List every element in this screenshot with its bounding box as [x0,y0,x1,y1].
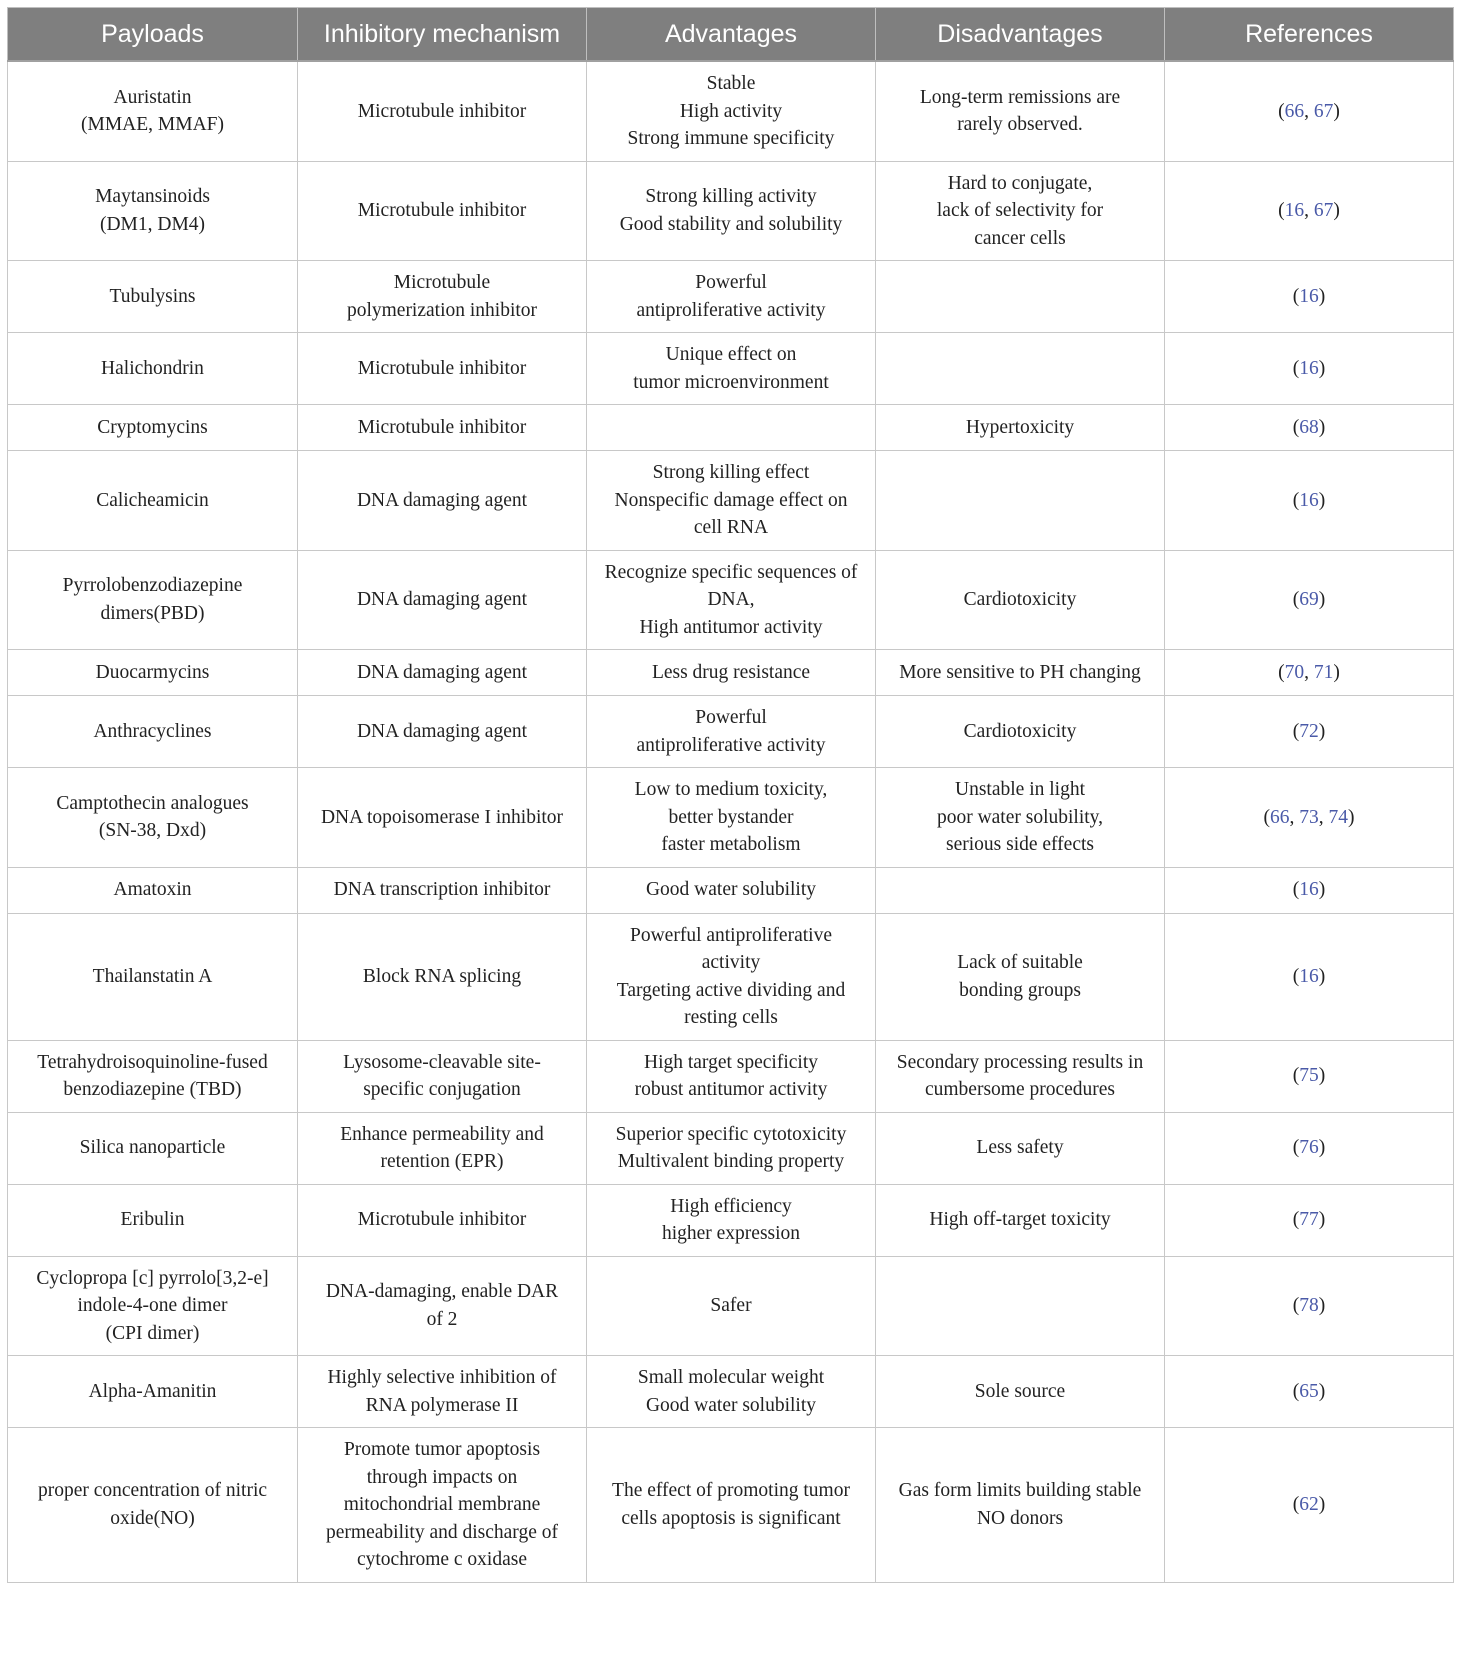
reference-link[interactable]: 66 [1284,100,1305,122]
mechanism-cell: Promote tumor apoptosis through impacts on mitochondrial membrane permeability and discharge of cytochrome c oxidase [298,1428,587,1583]
reference-link[interactable]: 77 [1299,1209,1319,1231]
advantages-cell: Recognize specific sequences of DNA, High antitumor activity [587,550,876,650]
advantages-cell: Low to medium toxicity, better bystander faster metabolism [587,768,876,868]
table-row [8,1112,1454,1184]
payload-cell: Pyrrolobenzodiazepine dimers(PBD) [8,550,298,650]
reference-link[interactable]: 16 [1284,200,1305,221]
advantages-cell: Unique effect on tumor microenvironment [587,333,876,405]
references-cell: (66, 67) [1165,61,1454,161]
disadvantages-cell [876,867,1165,913]
mechanism-cell: Microtubule inhibitor [298,405,587,451]
reference-link[interactable]: 75 [1299,1065,1319,1087]
references-cell: (78) [1165,1256,1454,1356]
payload-cell: proper concentration of nitric oxide(NO) [8,1428,298,1583]
disadvantages-cell: Hard to conjugate, lack of selectivity for cancer cells [876,161,1165,261]
disadvantages-cell [876,451,1165,551]
references-cell: (16) [1165,913,1454,1040]
mechanism-cell: Block RNA splicing [298,913,587,1040]
reference-link[interactable]: 16 [1299,965,1319,987]
mechanism-cell: DNA damaging agent [298,451,587,551]
table-row [8,451,1454,551]
disadvantages-cell: Long-term remissions are rarely observed. [876,61,1165,161]
table-row [8,768,1454,868]
disadvantages-cell: Unstable in light poor water solubility, serious side effects [876,768,1165,868]
disadvantages-cell: Secondary processing results in cumbersome procedures [876,1040,1165,1112]
payload-cell: Maytansinoids (DM1, DM4) [8,161,298,261]
reference-link[interactable]: 16 [1299,489,1319,511]
header-disadvantages: Disadvantages [876,8,1165,62]
advantages-cell: Strong killing activity Good stability and solubility [587,161,876,261]
disadvantages-cell: Cardiotoxicity [876,696,1165,768]
reference-link[interactable]: 68 [1299,416,1319,438]
payload-cell: Cyclopropa [c] pyrrolo[3,2-e] indole-4-one dimer (CPI dimer) [8,1256,298,1356]
payload-cell: Anthracyclines [8,696,298,768]
advantages-cell: Powerful antiproliferative activity Targeting active dividing and resting cells [587,913,876,1040]
payload-cell: Duocarmycins [8,650,298,696]
references-cell: (16) [1165,451,1454,551]
references-cell: (70, 71) [1165,650,1454,696]
mechanism-cell: Microtubule inhibitor [298,61,587,161]
mechanism-cell: Enhance permeability and retention (EPR) [298,1112,587,1184]
advantages-cell: Stable High activity Strong immune specificity [587,61,876,161]
references-cell: (16) [1165,867,1454,913]
disadvantages-cell: Sole source [876,1356,1165,1428]
payload-cell: Amatoxin [8,867,298,913]
disadvantages-cell: Lack of suitable bonding groups [876,913,1165,1040]
mechanism-cell: DNA topoisomerase I inhibitor [298,768,587,868]
payload-cell: Camptothecin analogues (SN-38, Dxd) [8,768,298,868]
payload-cell: Tubulysins [8,261,298,333]
payload-cell: Thailanstatin A [8,913,298,1040]
table-row [8,161,1454,261]
references-cell: (16, 67) [1165,161,1454,261]
disadvantages-cell: Hypertoxicity [876,405,1165,451]
table-row [8,913,1454,1040]
mechanism-cell: Microtubule inhibitor [298,333,587,405]
header-references: References [1165,8,1454,62]
reference-link[interactable]: 78 [1299,1295,1319,1316]
references-cell: (77) [1165,1184,1454,1256]
mechanism-cell: DNA-damaging, enable DAR of 2 [298,1256,587,1356]
reference-link[interactable]: 70 [1284,661,1305,683]
advantages-cell: Powerful antiproliferative activity [587,261,876,333]
advantages-cell: High efficiency higher expression [587,1184,876,1256]
reference-link[interactable]: 65 [1299,1380,1319,1402]
mechanism-cell: DNA transcription inhibitor [298,867,587,913]
payload-cell: Eribulin [8,1184,298,1256]
references-cell: (16) [1165,261,1454,333]
mechanism-cell: Highly selective inhibition of RNA polymerase II [298,1356,587,1428]
mechanism-cell: DNA damaging agent [298,650,587,696]
reference-link[interactable]: 67 [1313,200,1334,221]
table-row [8,333,1454,405]
mechanism-cell: DNA damaging agent [298,696,587,768]
disadvantages-cell [876,261,1165,333]
mechanism-cell: Lysosome-cleavable site- specific conjugation [298,1040,587,1112]
table-row [8,261,1454,333]
references-cell: (72) [1165,696,1454,768]
advantages-cell: Superior specific cytotoxicity Multivalent binding property [587,1112,876,1184]
disadvantages-cell [876,1256,1165,1356]
advantages-cell: Good water solubility [587,867,876,913]
table-body [8,61,1454,1582]
mechanism-cell: Microtubule inhibitor [298,161,587,261]
table-row [8,550,1454,650]
table-row [8,1040,1454,1112]
payload-cell: Alpha-Amanitin [8,1356,298,1428]
payload-cell: Calicheamicin [8,451,298,551]
header-advantages: Advantages [587,8,876,62]
table-row [8,61,1454,161]
reference-link[interactable]: 16 [1299,357,1319,379]
table-row [8,650,1454,696]
mechanism-cell: DNA damaging agent [298,550,587,650]
payload-cell: Cryptomycins [8,405,298,451]
advantages-cell: Small molecular weight Good water solubility [587,1356,876,1428]
advantages-cell: The effect of promoting tumor cells apoptosis is significant [587,1428,876,1583]
header-payloads: Payloads [8,8,298,62]
table-row [8,867,1454,913]
reference-link[interactable]: 66 [1270,806,1290,828]
mechanism-cell: Microtubule inhibitor [298,1184,587,1256]
reference-link[interactable]: 72 [1299,720,1319,742]
references-cell: (16) [1165,333,1454,405]
table-row [8,696,1454,768]
advantages-cell: Less drug resistance [587,650,876,696]
reference-link[interactable]: 67 [1313,100,1334,122]
table-row [8,1184,1454,1256]
payload-cell: Halichondrin [8,333,298,405]
advantages-cell: Powerful antiproliferative activity [587,696,876,768]
advantages-cell: Safer [587,1256,876,1356]
references-cell: (69) [1165,550,1454,650]
advantages-cell [587,405,876,451]
reference-link[interactable]: 71 [1313,661,1334,683]
disadvantages-cell: Gas form limits building stable NO donors [876,1428,1165,1583]
reference-link[interactable]: 73 [1299,806,1319,828]
disadvantages-cell [876,333,1165,405]
reference-link[interactable]: 16 [1299,285,1319,307]
reference-link[interactable]: 16 [1299,879,1319,901]
references-cell: (66, 73, 74) [1165,768,1454,868]
disadvantages-cell: Less safety [876,1112,1165,1184]
references-cell: (75) [1165,1040,1454,1112]
references-cell: (68) [1165,405,1454,451]
table-row [8,405,1454,451]
reference-link[interactable]: 76 [1299,1137,1319,1159]
disadvantages-cell: High off-target toxicity [876,1184,1165,1256]
payloads-table [7,7,1454,1583]
payload-cell: Tetrahydroisoquinoline-fused benzodiazepine (TBD) [8,1040,298,1112]
references-cell: (62) [1165,1428,1454,1583]
table-header-row [8,8,1454,62]
payload-cell: Auristatin (MMAE, MMAF) [8,61,298,161]
header-inhibitory-mechanism: Inhibitory mechanism [298,8,587,62]
mechanism-cell: Microtubule polymerization inhibitor [298,261,587,333]
reference-link[interactable]: 62 [1299,1494,1319,1515]
table-row [8,1356,1454,1428]
payload-cell: Silica nanoparticle [8,1112,298,1184]
disadvantages-cell: More sensitive to PH changing [876,650,1165,696]
table-row [8,1256,1454,1356]
advantages-cell: High target specificity robust antitumor activity [587,1040,876,1112]
payloads-table-container [7,7,1453,1583]
references-cell: (65) [1165,1356,1454,1428]
table-row [8,1428,1454,1583]
reference-link[interactable]: 74 [1328,806,1348,828]
references-cell: (76) [1165,1112,1454,1184]
reference-link[interactable]: 69 [1299,589,1319,610]
advantages-cell: Strong killing effect Nonspecific damage effect on cell RNA [587,451,876,551]
disadvantages-cell: Cardiotoxicity [876,550,1165,650]
